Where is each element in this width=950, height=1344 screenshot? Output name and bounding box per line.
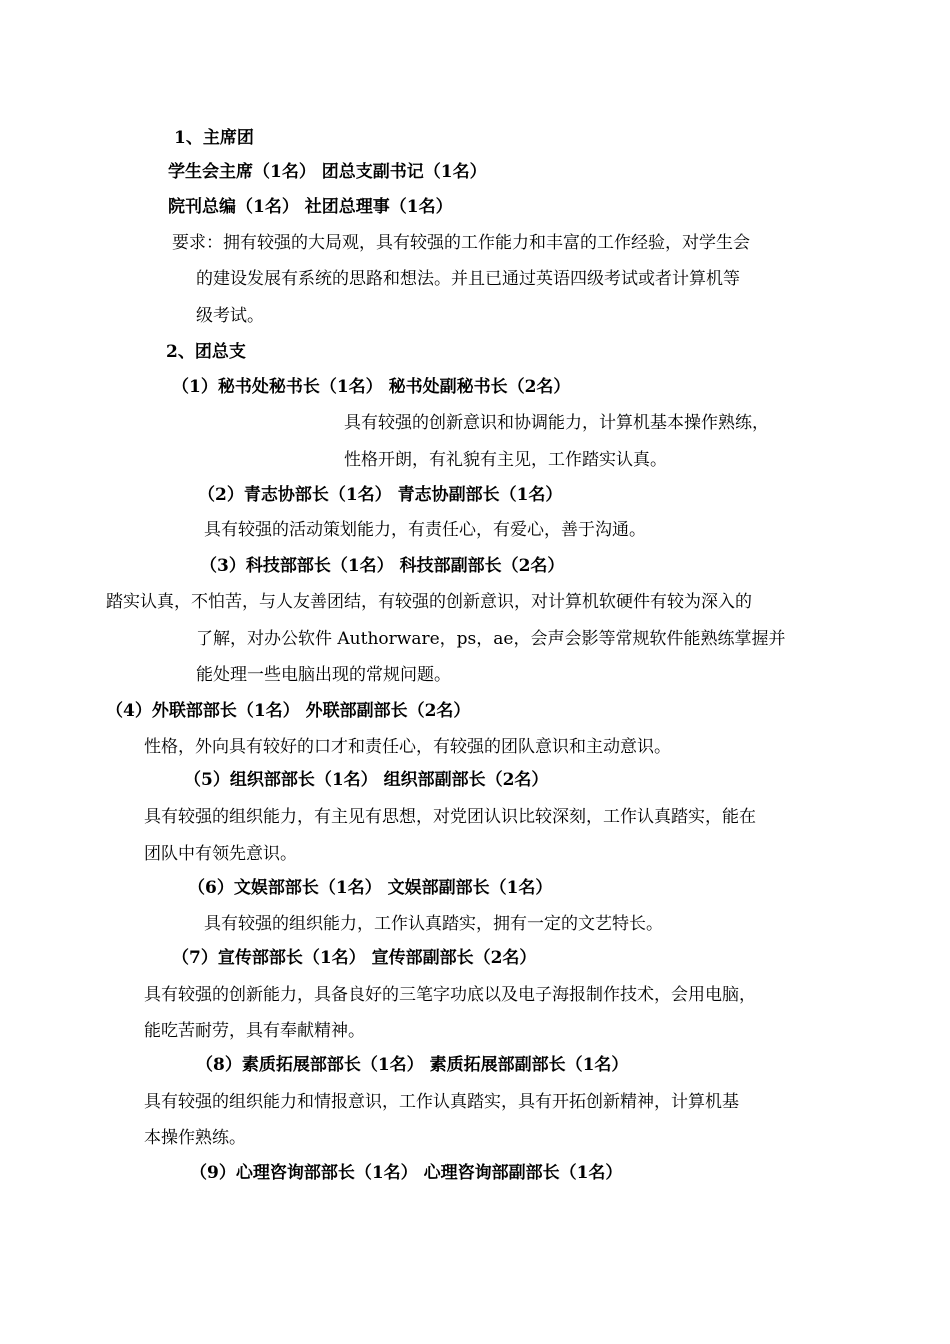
requirement-line: 具有较强的创新意识和协调能力，计算机基本操作熟练，	[344, 413, 769, 433]
requirement-line: 能吃苦耐劳，具有奉献精神。	[144, 1021, 365, 1041]
position-line: （9）心理咨询部部长（1名） 心理咨询部副部长（1名）	[190, 1163, 623, 1183]
position-line: （8）素质拓展部部长（1名） 素质拓展部副部长（1名）	[196, 1055, 629, 1075]
requirement-line: 本操作熟练。	[144, 1128, 246, 1148]
section-heading-presidium: 1、主席团	[174, 128, 254, 148]
requirement-line: 性格开朗，有礼貌有主见，工作踏实认真。	[344, 450, 667, 470]
requirement-line: 级考试。	[196, 306, 264, 326]
requirement-line: 具有较强的组织能力和情报意识，工作认真踏实，具有开拓创新精神，计算机基	[144, 1092, 739, 1112]
requirement-line: 要求：拥有较强的大局观，具有较强的工作能力和丰富的工作经验，对学生会	[172, 233, 750, 253]
position-line: （3）科技部部长（1名） 科技部副部长（2名）	[200, 556, 565, 576]
position-line: 院刊总编（1名） 社团总理事（1名）	[168, 197, 453, 217]
requirement-line: 具有较强的活动策划能力，有责任心，有爱心，善于沟通。	[204, 520, 646, 540]
requirement-line: 的建设发展有系统的思路和想法。并且已通过英语四级考试或者计算机等	[196, 269, 740, 289]
section-heading-league-branch: 2、团总支	[166, 342, 246, 362]
requirement-line: 具有较强的组织能力，有主见有思想，对党团认识比较深刻，工作认真踏实，能在	[144, 807, 756, 827]
position-line: （1）秘书处秘书长（1名） 秘书处副秘书长（2名）	[172, 377, 571, 397]
requirement-line: 具有较强的创新能力，具备良好的三笔字功底以及电子海报制作技术，会用电脑，	[144, 985, 756, 1005]
position-line: （6）文娱部部长（1名） 文娱部副部长（1名）	[188, 878, 553, 898]
requirement-line: 团队中有领先意识。	[144, 844, 297, 864]
requirement-line: 能处理一些电脑出现的常规问题。	[196, 665, 451, 685]
requirement-line: 性格，外向具有较好的口才和责任心，有较强的团队意识和主动意识。	[144, 737, 671, 757]
requirement-line: 具有较强的组织能力，工作认真踏实，拥有一定的文艺特长。	[204, 914, 663, 934]
requirement-line: 踏实认真，不怕苦，与人友善团结，有较强的创新意识，对计算机软硬件有较为深入的	[106, 592, 752, 612]
position-line: 学生会主席（1名） 团总支副书记（1名）	[168, 162, 487, 182]
position-line: （4）外联部部长（1名） 外联部副部长（2名）	[106, 701, 471, 721]
position-line: （5）组织部部长（1名） 组织部副部长（2名）	[184, 770, 549, 790]
requirement-line: 了解，对办公软件 Authorware，ps，ae，会声会影等常规软件能熟练掌握并	[196, 629, 786, 649]
position-line: （2）青志协部长（1名） 青志协副部长（1名）	[198, 485, 563, 505]
position-line: （7）宣传部部长（1名） 宣传部副部长（2名）	[172, 948, 537, 968]
